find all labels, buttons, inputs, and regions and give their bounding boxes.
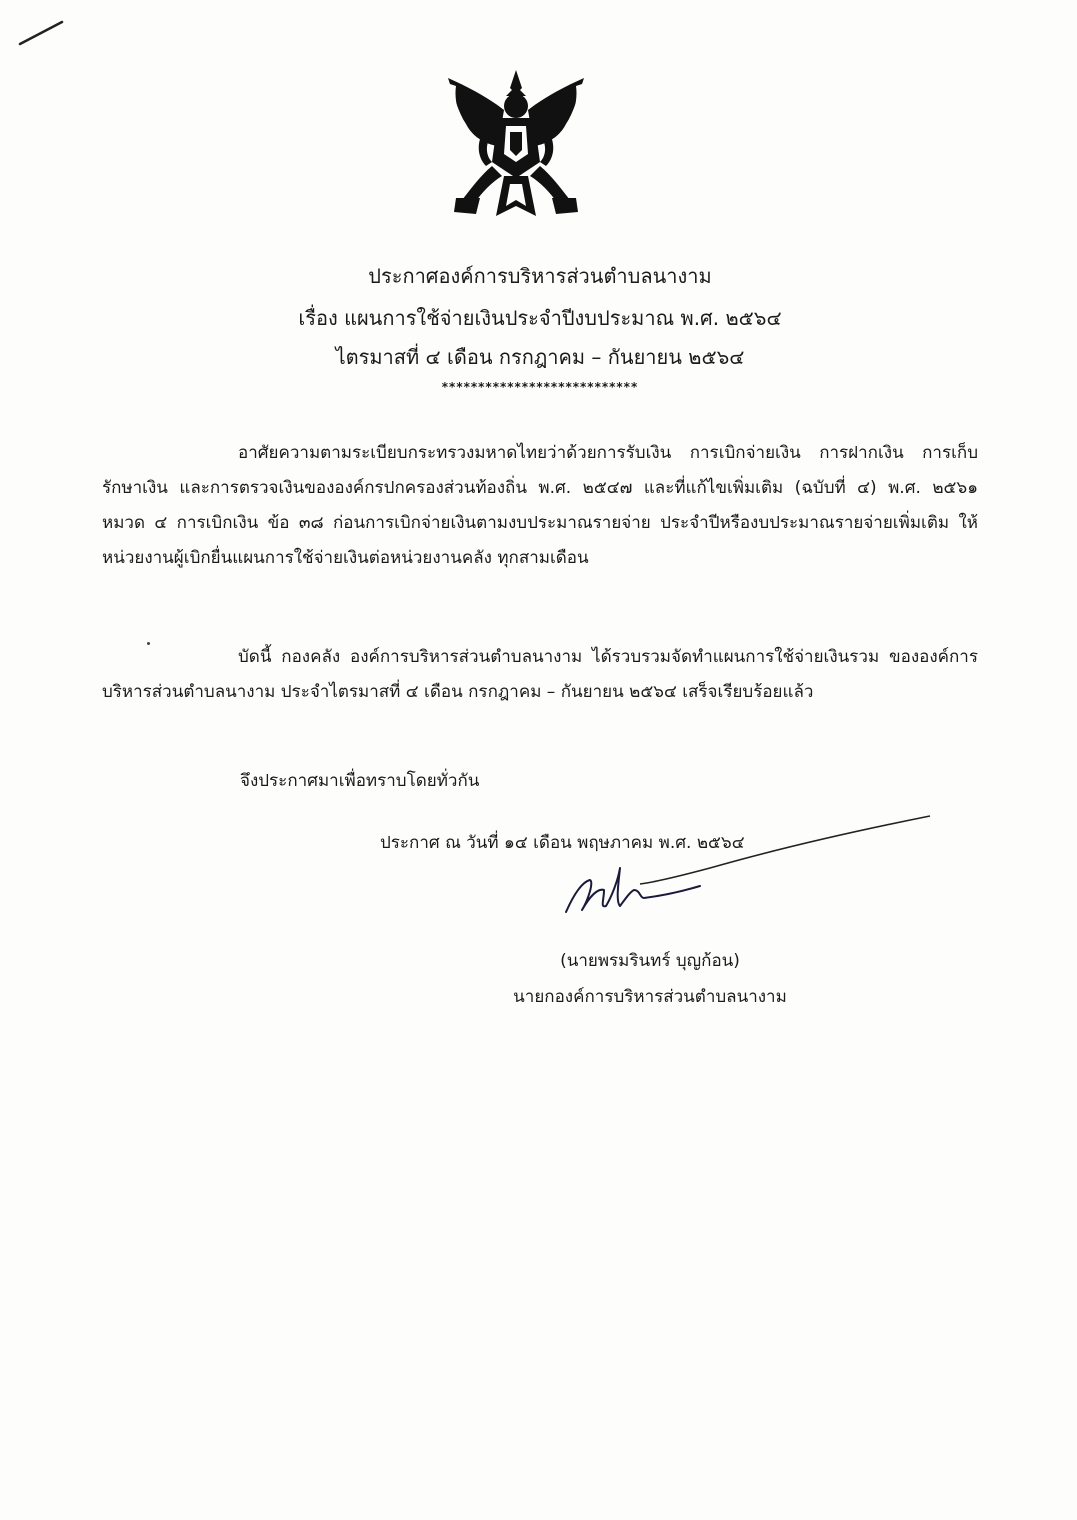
garuda-emblem-icon xyxy=(436,66,596,226)
announcement-subject: เรื่อง แผนการใช้จ่ายเงินประจำปีงบประมาณ พ.ศ. ๒๕๖๔ xyxy=(298,306,782,330)
paragraph-2 xyxy=(102,640,978,710)
signer-title: นายกองค์การบริหารส่วนตำบลนางาม xyxy=(513,987,787,1007)
signer-name: (นายพรมรินทร์ บุญก้อน) xyxy=(560,951,740,971)
paragraph-1 xyxy=(102,436,978,576)
closing-statement: จึงประกาศมาเพื่อทราบโดยทั่วกัน xyxy=(240,771,480,791)
paragraph-2-text: บัดนี้ กองคลัง องค์การบริหารส่วนตำบลนางาม ได้รวบรวมจัดทำแผนการใช้จ่ายเงินรวม ขององค์การบริหารส่วนตำบลนางาม ประจำไตรมาสที่ ๔ เดือน กรกฎาคม – กันยายน ๒๕๖๔ เสร็จเรียบร้อยแล้ว xyxy=(102,647,978,702)
paragraph-1-text: อาศัยความตามระเบียบกระทรวงมหาดไทยว่าด้วยการรับเงิน การเบิกจ่ายเงิน การฝากเงิน การเก็บรักษาเงิน และการตรวจเงินขององค์กรปกครองส่วนท้องถิ่น พ.ศ. ๒๕๔๗ และที่แก้ไขเพิ่มเติม (ฉบับที่ ๔) พ.ศ. ๒๕๖๑ หมวด ๔ การเบิกเงิน ข้อ ๓๘ ก่อนการเบิกจ่ายเงินตามงบประมาณรายจ่าย ประจำปีหรืองบประมาณรายจ่ายเพิ่มเติม ให้หน่วยงานผู้เบิกยื่นแผนการใช้จ่ายเงินต่อหน่วยงานคลัง ทุกสามเดือน xyxy=(102,443,978,568)
signature-icon xyxy=(560,810,940,920)
announcement-quarter: ไตรมาสที่ ๔ เดือน กรกฎาคม – กันยายน ๒๕๖๔ xyxy=(335,345,745,369)
separator: *************************** xyxy=(441,380,639,394)
pen-mark-icon xyxy=(18,18,64,48)
announcement-title: ประกาศองค์การบริหารส่วนตำบลนางาม xyxy=(368,264,712,288)
announcement-date: ประกาศ ณ วันที่ ๑๔ เดือน พฤษภาคม พ.ศ. ๒๕๖๔ xyxy=(380,833,745,853)
